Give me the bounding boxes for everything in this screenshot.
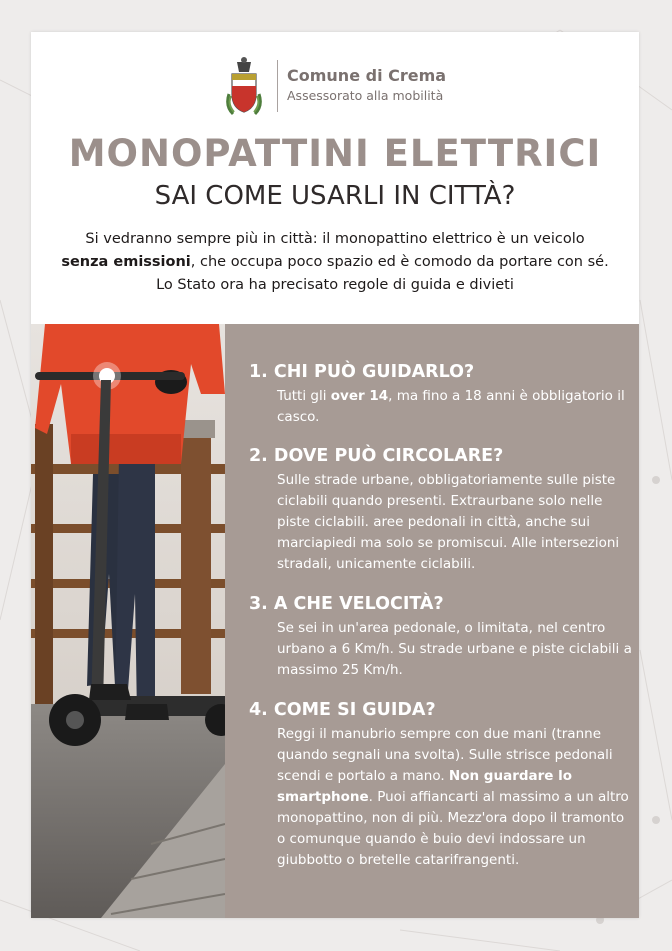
- scooter-photo: [31, 324, 225, 918]
- logo-divider: [277, 60, 278, 112]
- intro-bold: senza emissioni: [61, 254, 191, 270]
- rule-1-text-pre: Tutti gli: [277, 388, 331, 404]
- rule-1-text-post: , ma fino a 18 anni è obbligatorio il casco.: [277, 388, 625, 425]
- rule-1-text-bold: over 14: [330, 388, 389, 404]
- intro-part1: Si vedranno sempre più in città: il monopattino elettrico è un veicolo: [85, 231, 585, 247]
- rule-1: [249, 360, 635, 428]
- rule-3-heading: 3. A CHE VELOCITÀ?: [249, 594, 444, 614]
- intro-part2: , che occupa poco spazio ed è comodo da portare con sé. Lo Stato ora ha precisato regole di guida e divieti: [156, 254, 609, 293]
- rule-4-text-pre: Reggi il manubrio sempre con due mani (tranne quando segnali una svolta). Sulle strisce pedonali scendi e portalo a mano.: [277, 726, 613, 784]
- rules-panel: [225, 324, 639, 918]
- rule-4-text-post: . Puoi affiancarti al massimo a un altro monopattino, non di più. Mezz'ora dopo il tramonto o comunque quando è buio devi indossare un giubbotto o bretelle catarifrangenti.: [277, 789, 629, 868]
- municipal-crest-icon: [221, 54, 267, 118]
- rule-1-heading: 1. CHI PUÒ GUIDARLO?: [249, 362, 475, 382]
- rule-4-text: [277, 724, 635, 871]
- rule-2-heading: 2. DOVE PUÒ CIRCOLARE?: [249, 446, 504, 466]
- poster-title: MONOPATTINI ELETTRICI: [68, 132, 602, 175]
- poster-subtitle: SAI COME USARLI IN CITTÀ?: [154, 181, 516, 211]
- rule-4: [249, 698, 635, 871]
- info-poster: [31, 32, 639, 918]
- org-name: Comune di Crema: [287, 66, 447, 85]
- rule-3-text: Se sei in un'area pedonale, o limitata, nel centro urbano a 6 Km/h. Su strade urbane e piste ciclabili a massimo 25 Km/h.: [277, 620, 632, 678]
- rule-3: [249, 592, 635, 681]
- rule-2: [249, 444, 635, 575]
- rule-4-heading: 4. COME SI GUIDA?: [249, 700, 436, 720]
- poster-header: [31, 32, 639, 324]
- rule-1-text: [277, 386, 635, 428]
- intro-paragraph: [61, 228, 609, 297]
- rule-2-text: Sulle strade urbane, obbligatoriamente sulle piste ciclabili quando presenti. Extraurbane solo nelle piste ciclabili. aree pedonali in città, anche sui marciapiedi ma solo se promiscui. Alle intersezioni stradali, unicamente ciclabili.: [277, 472, 620, 572]
- poster-body: [31, 324, 639, 918]
- rule-4-text-bold: Non guardare lo smartphone: [277, 768, 573, 805]
- org-subtitle: Assessorato alla mobilità: [287, 88, 444, 103]
